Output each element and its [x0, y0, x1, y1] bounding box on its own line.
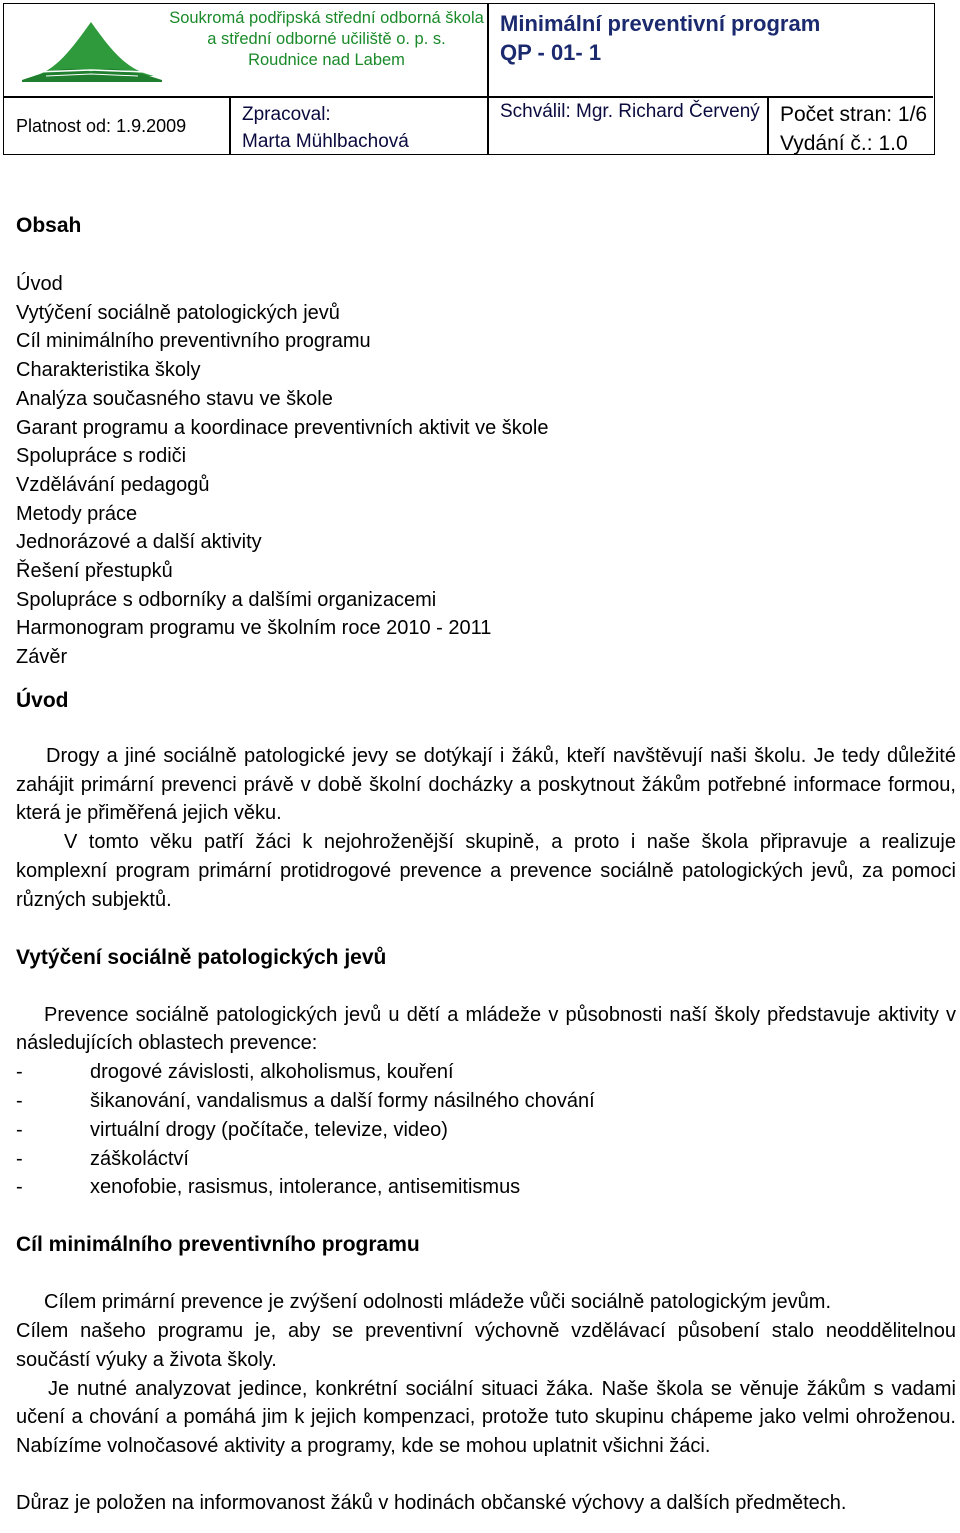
toc-item: Charakteristika školy: [16, 359, 201, 382]
toc-item: Vytýčení sociálně patologických jevů: [16, 301, 340, 324]
paragraph: Prevence sociálně patologických jevů u dětí a mládeže v působnosti naší školy představuje aktivity v následujících oblastech prevence:: [16, 1003, 956, 1055]
list-item: - drogové závislosti, alkoholismus, kouření: [16, 1058, 956, 1087]
paragraph: Je nutné analyzovat jedince, konkrétní sociální situaci žáka. Naše škola se věnuje žákům s vadami učení a chování a pomáhá jim k jejich kompenzaci, protože tuto skupinu chápeme jako velmi ohroženou. Nabízíme volnočasové aktivity a programy, kde se mohou uplatnit všichni žáci.: [16, 1377, 956, 1458]
section-heading-uvod: Úvod: [16, 688, 69, 712]
paragraph: Cílem našeho programu je, aby se preventivní výchovně vzdělávací působení stalo neoddělitelnou součástí výuky a života školy.: [16, 1320, 956, 1371]
prepared-by-label: Zpracoval:: [242, 104, 331, 125]
list-item: - šikanování, vandalismus a další formy násilného chování: [16, 1087, 956, 1116]
toc-item: Harmonogram programu ve školním roce 2010 - 2011: [16, 617, 492, 640]
section-heading-cil: Cíl minimálního preventivního programu: [16, 1233, 420, 1257]
table-of-contents: [16, 270, 956, 672]
toc-item: Spolupráce s odborníky a dalšími organizacemi: [16, 588, 437, 611]
page-info: [780, 100, 927, 158]
toc-item: Úvod: [16, 273, 63, 295]
toc-item: Metody práce: [16, 502, 138, 525]
prepared-by-name: Marta Mühlbachová: [242, 131, 409, 152]
program-title: Minimální preventivní program: [500, 11, 821, 36]
toc-item: Analýza současného stavu ve škole: [16, 387, 333, 410]
toc-item: Závěr: [16, 646, 68, 669]
logo-area: [4, 4, 487, 96]
validity-date: Platnost od: 1.9.2009: [16, 116, 187, 136]
approved-by: Schválil: Mgr. Richard Červený: [500, 101, 760, 122]
list-item: - xenofobie, rasismus, intolerance, antisemitismus: [16, 1173, 956, 1202]
paragraph: Důraz je položen na informovanost žáků v hodinách občanské výchovy a dalších předmětech.: [16, 1491, 847, 1514]
document-header: [3, 3, 935, 155]
paragraph: V tomto věku patří žáci k nejohroženější skupině, a proto i naše škola připravuje a realizuje komplexní program primární protidrogové prevence a prevence sociálně patologických jevů, za pomoci různých subjektů.: [16, 831, 956, 911]
prepared-by: [242, 101, 409, 155]
edition: Vydání č.: 1.0: [780, 132, 908, 155]
list-item: - záškoláctví: [16, 1145, 956, 1174]
document-body: [16, 212, 956, 1518]
school-name: [169, 8, 484, 71]
toc-item: Jednorázové a další aktivity: [16, 531, 262, 554]
school-name-line: Soukromá podřipská střední odborná škola: [169, 9, 484, 27]
school-logo: [16, 10, 166, 82]
header-divider: [4, 96, 933, 98]
school-name-line: Roudnice nad Labem: [248, 51, 405, 69]
toc-item: Řešení přestupků: [16, 560, 173, 583]
toc-item: Garant programu a koordinace preventivních aktivit ve škole: [16, 416, 549, 439]
page-count: Počet stran: 1/6: [780, 103, 928, 126]
toc-heading: Obsah: [16, 214, 82, 237]
program-title-block: [500, 9, 930, 67]
paragraph: Drogy a jiné sociálně patologické jevy se dotýkají i žáků, kteří navštěvují naši školu. Je tedy důležité zahájit primární prevenci právě v době školní docházky a poskytnout žákům potřebné informace formou, která je přiměřená jejich věku.: [16, 744, 956, 825]
toc-item: Spolupráce s rodiči: [16, 445, 187, 468]
program-code: QP - 01- 1: [500, 40, 602, 65]
prevention-areas-list: [16, 1058, 956, 1202]
school-name-line: a střední odborné učiliště o. p. s.: [207, 30, 446, 48]
list-item: - virtuální drogy (počítače, televize, video): [16, 1116, 956, 1145]
toc-item: Vzdělávání pedagogů: [16, 473, 210, 496]
section-heading-vytyceni: Vytýčení sociálně patologických jevů: [16, 945, 387, 969]
toc-item: Cíl minimálního preventivního programu: [16, 330, 371, 353]
header-divider: [767, 96, 769, 154]
paragraph: Cílem primární prevence je zvýšení odolnosti mládeže vůči sociálně patologickým jevům.: [44, 1291, 832, 1314]
header-divider: [487, 4, 489, 154]
header-divider: [229, 96, 231, 154]
